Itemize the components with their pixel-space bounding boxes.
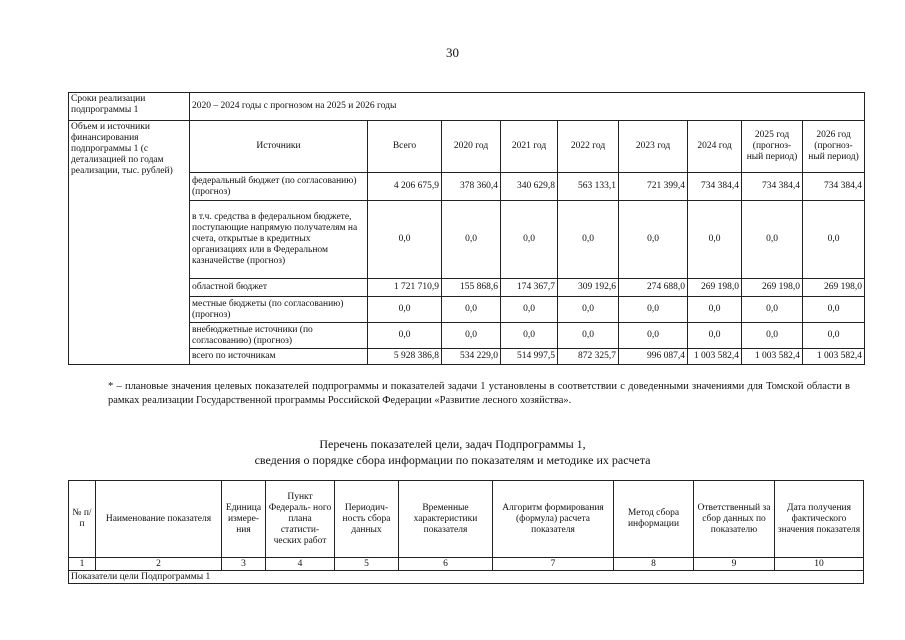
value-cell: 1 003 582,4 [803,349,865,365]
table2-title-line: сведения о порядке сбора информации по показателям и методике их расчета [254,453,651,467]
column-number: 3 [222,558,266,571]
page-number: 30 [446,45,459,60]
table2-title [0,436,905,468]
value-cell: 269 198,0 [688,279,742,297]
value-cell: 872 325,7 [558,349,619,365]
value-cell: 155 868,6 [442,279,501,297]
value-cell: 0,0 [742,323,803,349]
column-number: 7 [493,558,614,571]
source-cell: федеральный бюджет (по согласованию) (прогноз) [190,173,368,201]
value-cell: 734 384,4 [803,173,865,201]
value-cell: 0,0 [742,201,803,279]
value-cell: 0,0 [688,297,742,323]
header-cell: Всего [368,121,442,173]
header-cell: 2024 год [688,121,742,173]
value-cell: 0,0 [442,201,501,279]
header-cell: Алгоритм формирования (формула) расчета показателя [493,481,614,558]
header-cell: Дата получения фактического значения показателя [775,481,864,558]
value-cell: 0,0 [558,297,619,323]
period-label: Сроки реализации подпрограммы 1 [69,93,190,121]
value-cell: 1 003 582,4 [688,349,742,365]
header-cell: 2026 год (прогноз- ный период) [803,121,865,173]
value-cell: 0,0 [619,323,688,349]
table2-title-line: Перечень показателей цели, задач Подпрограммы 1, [319,437,586,451]
header-cell: 2023 год [619,121,688,173]
value-cell: 0,0 [368,201,442,279]
value-cell: 0,0 [368,323,442,349]
value-cell: 0,0 [619,297,688,323]
value-cell: 514 997,5 [501,349,558,365]
value-cell: 269 198,0 [803,279,865,297]
column-number: 6 [399,558,493,571]
value-cell: 1 721 710,9 [368,279,442,297]
header-cell: Ответственный за сбор данных по показателю [694,481,775,558]
value-cell: 174 367,7 [501,279,558,297]
column-number: 9 [694,558,775,571]
value-cell: 4 206 675,9 [368,173,442,201]
period-value: 2020 – 2024 годы с прогнозом на 2025 и 2026 годы [190,93,865,121]
value-cell: 534 229,0 [442,349,501,365]
header-cell: № п/п [69,481,96,558]
header-cell: Наименование показателя [96,481,222,558]
value-cell: 996 087,4 [619,349,688,365]
source-cell: внебюджетные источники (по согласованию) (прогноз) [190,323,368,349]
passport-table [68,92,865,365]
source-cell: местные бюджеты (по согласованию) (прогноз) [190,297,368,323]
value-cell: 0,0 [803,323,865,349]
column-number: 2 [96,558,222,571]
value-cell: 269 198,0 [742,279,803,297]
value-cell: 0,0 [619,201,688,279]
value-cell: 0,0 [688,323,742,349]
value-cell: 340 629,8 [501,173,558,201]
source-cell: областной бюджет [190,279,368,297]
value-cell: 734 384,4 [688,173,742,201]
value-cell: 734 384,4 [742,173,803,201]
column-number: 8 [614,558,694,571]
header-cell: Метод сбора информации [614,481,694,558]
header-cell: 2020 год [442,121,501,173]
column-number: 5 [335,558,399,571]
value-cell: 5 928 386,8 [368,349,442,365]
header-cell: Периодич- ность сбора данных [335,481,399,558]
value-cell: 378 360,4 [442,173,501,201]
header-cell: Временные характеристики показателя [399,481,493,558]
header-cell: Единица измере- ния [222,481,266,558]
value-cell: 0,0 [558,323,619,349]
source-cell: в т.ч. средства в федеральном бюджете, поступающие напрямую получателям на счета, открытые в кредитных организациях или в Федеральном казначействе (прогноз) [190,201,368,279]
value-cell: 721 399,4 [619,173,688,201]
value-cell: 0,0 [368,297,442,323]
value-cell: 0,0 [501,201,558,279]
source-cell: всего по источникам [190,349,368,365]
numbering-row [69,558,864,571]
value-cell: 0,0 [442,323,501,349]
value-cell: 274 688,0 [619,279,688,297]
value-cell: 0,0 [558,201,619,279]
value-cell: 0,0 [803,297,865,323]
footnote: * – плановые значения целевых показателей подпрограммы и показателей задачи 1 установлены в соответствии с доведенными значениями для Томской области в рамках реализации Государственной программы Российской Федерации «Развитие лесного хозяйства». [108,381,850,406]
value-cell: 309 192,6 [558,279,619,297]
header-cell: 2025 год (прогноз- ный период) [742,121,803,173]
header-cell: Источники [190,121,368,173]
header-cell: 2021 год [501,121,558,173]
value-cell: 0,0 [688,201,742,279]
section-row: Показатели цели Подпрограммы 1 [69,571,864,584]
indicators-table [68,480,864,584]
column-number: 1 [69,558,96,571]
value-cell: 0,0 [442,297,501,323]
column-number: 4 [266,558,335,571]
funding-label: Объем и источники финансирования подпрограммы 1 (с детализацией по годам реализации, тыс. рублей) [69,121,190,365]
value-cell: 0,0 [803,201,865,279]
column-number: 10 [775,558,864,571]
value-cell: 0,0 [501,323,558,349]
value-cell: 0,0 [742,297,803,323]
header-cell: 2022 год [558,121,619,173]
value-cell: 1 003 582,4 [742,349,803,365]
header-cell: Пункт Федераль- ного плана статисти- ческих работ [266,481,335,558]
value-cell: 0,0 [501,297,558,323]
value-cell: 563 133,1 [558,173,619,201]
